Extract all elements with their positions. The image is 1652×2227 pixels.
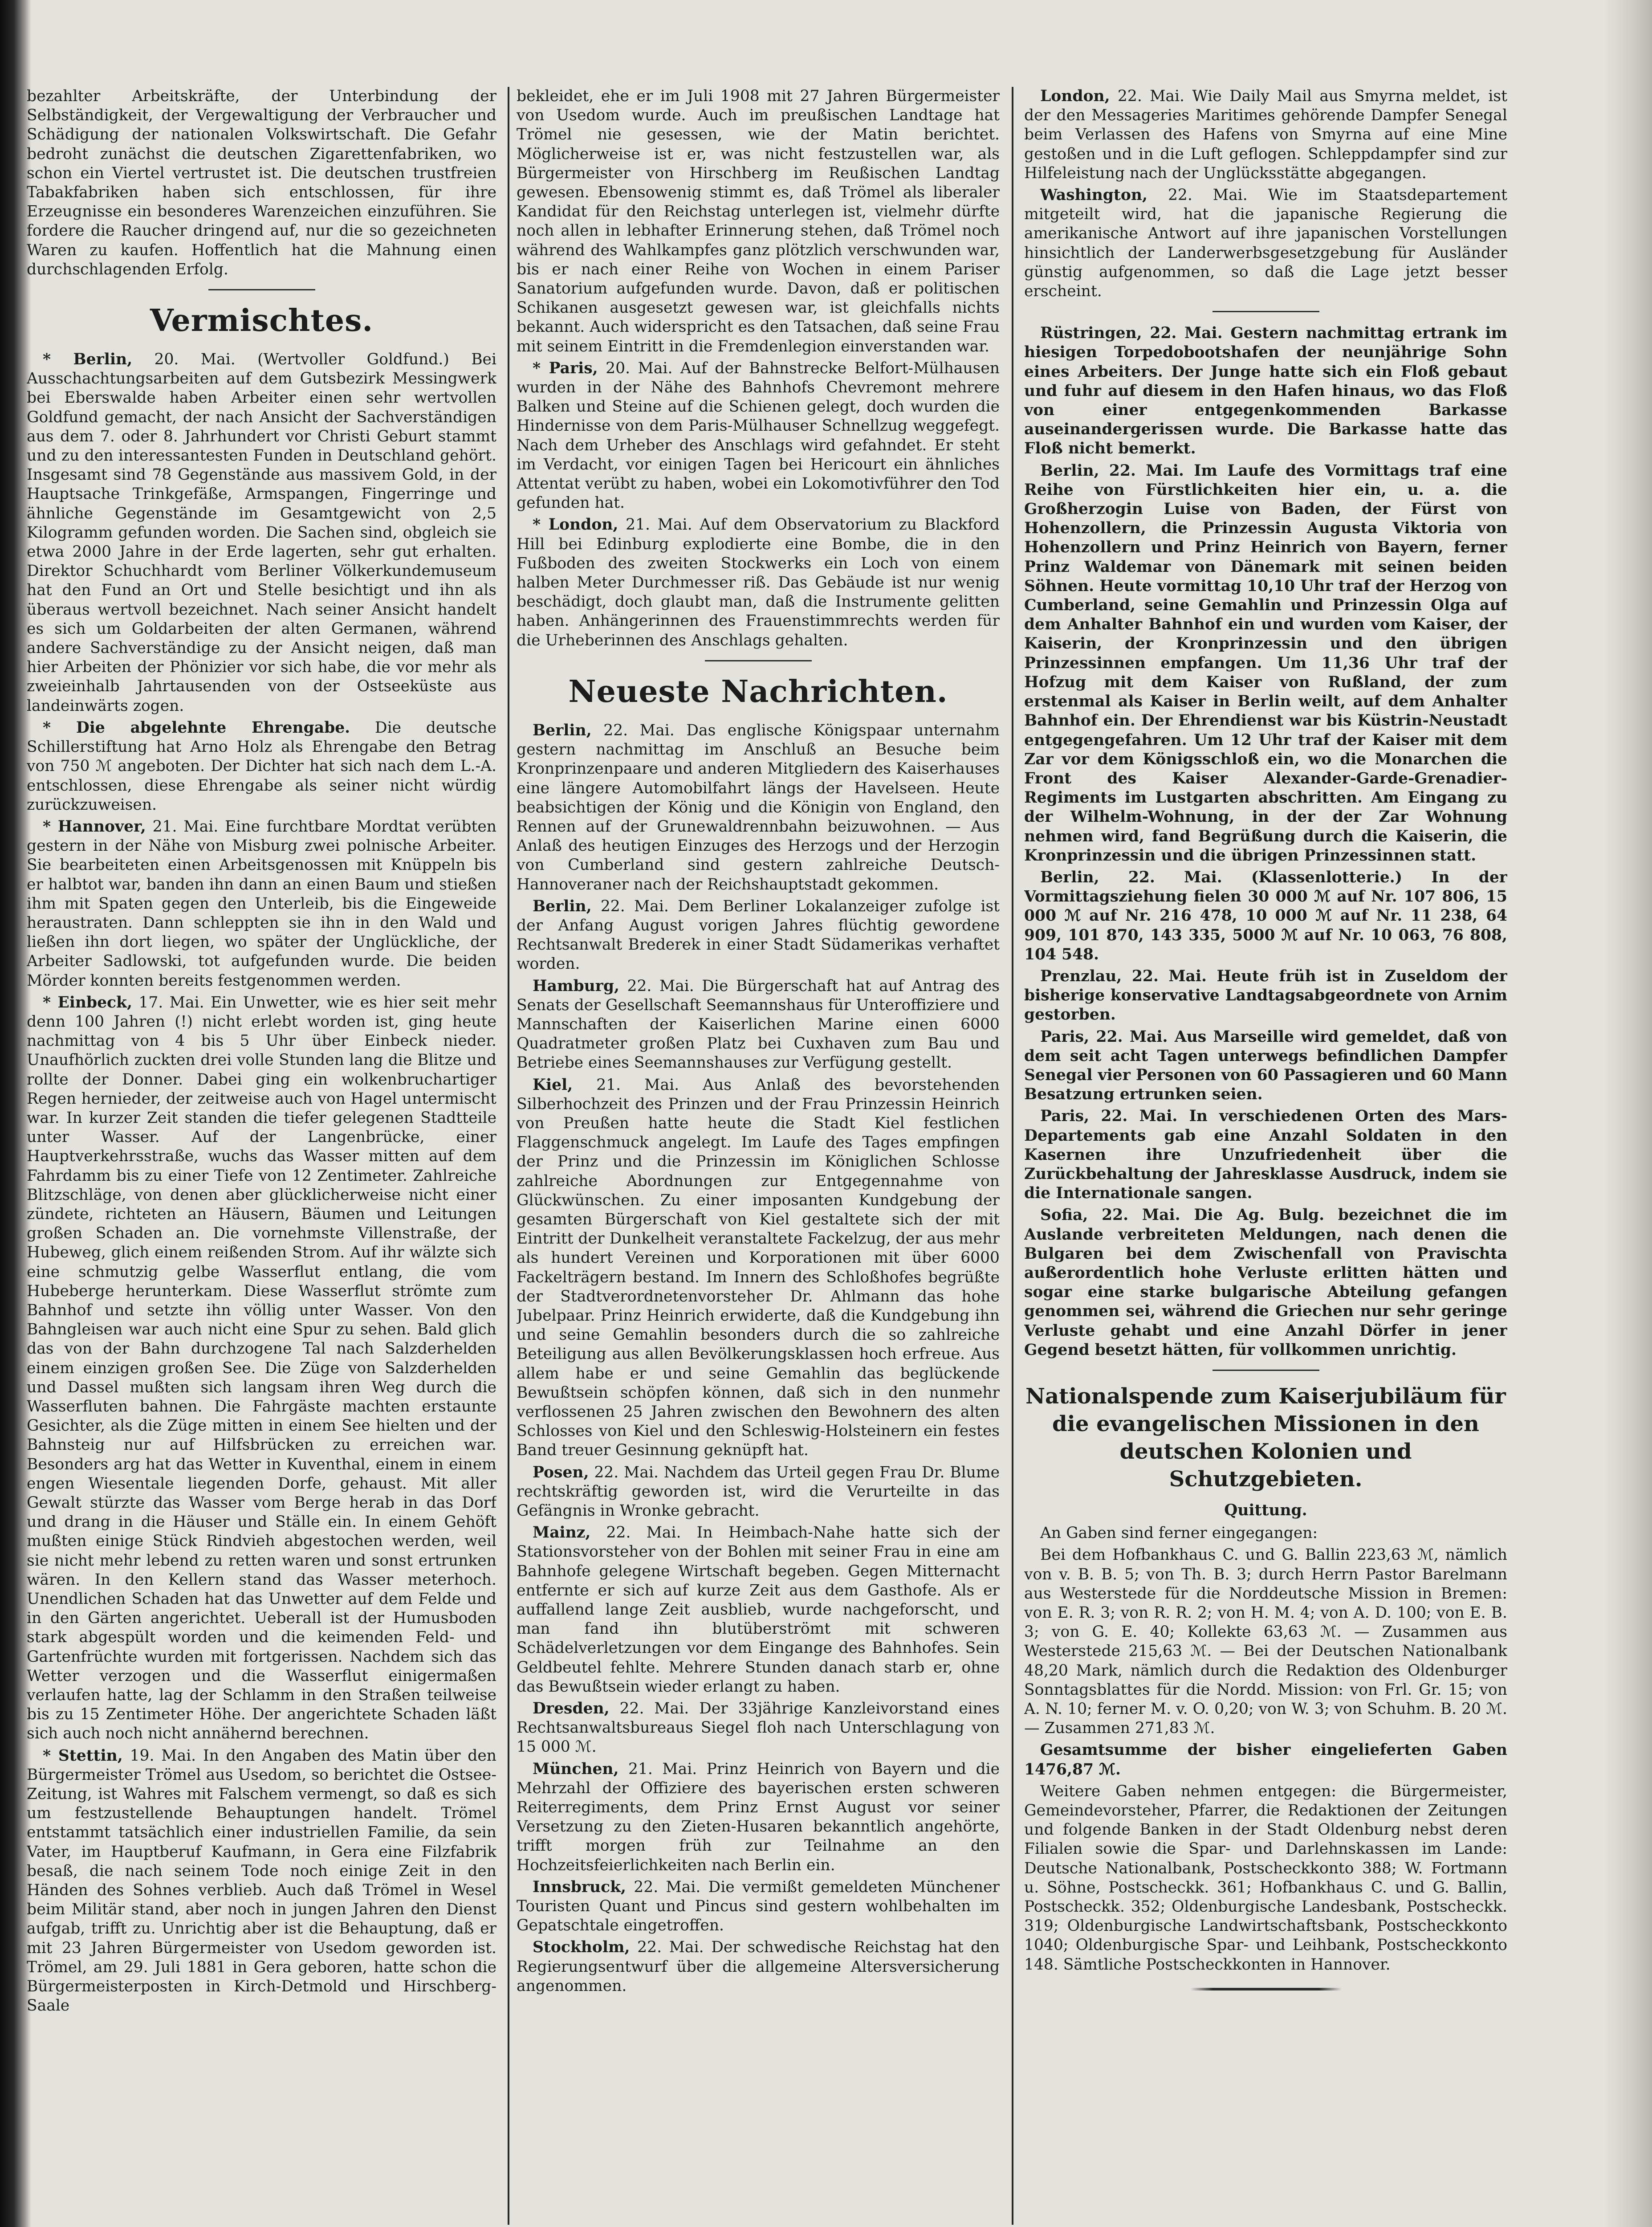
section-title-neueste-nachrichten: Neueste Nachrichten. — [568, 673, 948, 710]
item-lead: * Paris, — [533, 359, 598, 377]
item-text: 22. Mai. Die vermißt gemeldeten Münchener Touristen Quant und Pincus sind gestern wohlbehalten im Gepatschtale eingetroffen. — [517, 1878, 1000, 1935]
telegram-item — [1024, 1028, 1507, 1105]
telegram-item — [1024, 1107, 1507, 1203]
item-text: 22. Mai. Wie Daily Mail aus Smyrna meldet, ist der den Messageries Maritimes gehörende Dampfer Senegal beim Verlassen des Hafens von Smyrna auf eine Mine gestoßen und in die Luft geflogen. Schleppdampfer sind zur Hilfeleistung nach der Unglücksstätte abgegangen. — [1024, 87, 1507, 182]
item-lead: London, — [1040, 87, 1110, 105]
item-text: 22. Mai. Heute früh ist in Zuseldom der bisherige konservative Landtagsabgeordnete von Arnim gestorben. — [1024, 967, 1507, 1024]
telegram-item — [1024, 461, 1507, 865]
item-lead: * Einbeck, — [43, 993, 132, 1012]
item-lead: * Stettin, — [43, 1746, 123, 1765]
news-item — [517, 1523, 1000, 1697]
item-text: 22. Mai. Die Bürgerschaft hat auf Antrag des Senats der Gesellschaft Seemannshaus für Unteroffiziere und Mannschaften der Kaiserlichen Marine einen 6000 Quadratmeter großen Platz bei Cuxhaven zum Bau und Betriebe eines Seemannshauses zur Verfügung gestellt. — [517, 977, 1000, 1072]
news-item — [517, 1699, 1000, 1757]
article-continuation: bezahlter Arbeitskräfte, der Unterbindung der Selbständigkeit, der Vergewaltigung der Verbraucher und Schädigung der nationalen Volkswirtschaft. Die Gefahr bedroht zunächst die deutschen Zigarettenfabriken, wo schon ein Viertel vertrustet ist. Die deutschen trustfreien Tabakfabriken haben sich entschlossen, für ihre Erzeugnisse ein besonderes Warenzeichen einzuführen. Sie fordere die Raucher dringend auf, nur die so gezeichneten Waren zu kaufen. Hoffentlich hat die Mahnung einen durchschlagenden Erfolg. — [27, 87, 496, 278]
column-rule — [1012, 87, 1013, 2225]
item-lead: * Berlin, — [43, 351, 133, 369]
item-lead: Kiel, — [533, 1076, 573, 1094]
item-lead: Berlin, — [533, 721, 592, 739]
item-text: 22. Mai. (Klassenlotterie.) In der Vormittagsziehung fielen 30 000 ℳ auf Nr. 107 806, 15 000 ℳ auf Nr. 216 478, 10 000 ℳ auf Nr. 11 238, 64 909, 101 870, 143 335, 5000 ℳ auf Nr. 10 063, 76 808, 104 548. — [1024, 868, 1507, 963]
column-rule — [508, 87, 509, 2225]
item-text: 22. Mai. In verschiedenen Orten des Mars-Departements gab eine Anzahl Soldaten in den Kasernen ihre Unzufriedenheit über die Zurückbehaltung der Jahresklasse Ausdruck, indem sie die Internationale sangen. — [1024, 1107, 1507, 1203]
item-text: 22. Mai. Im Laufe des Vormittags traf eine Reihe von Fürstlichkeiten hier ein, u. a. die Großherzogin Luise von Baden, der Fürst von Hohenzollern, die Prinzessin Augusta Viktoria von Hohenzollern und Prinz Heinrich von Bayern, ferner Prinz Waldemar von Dänemark mit seinen beiden Söhnen. Heute vormittag 10,10 Uhr traf der Herzog von Cumberland, seine Gemahlin und Prinzessin Olga auf dem Anhalter Bahnhof ein und wurden vom Kaiser, der Kaiserin, der Kronprinzessin und den übrigen Prinzessinnen empfangen. Um 11,36 Uhr traf der Hofzug mit dem Kaiser von Rußland, der zum erstenmal als Kaiser in Berlin weilt, auf dem Anhalter Bahnhof ein. Der Ehrendienst war bis Küstrin-Neustadt entgegengefahren. Um 12 Uhr traf der Kaiser mit dem Zar vor dem Königsschloß ein, wo die Monarchen die Front des Kaiser Alexander-Garde-Grenadier-Regiments im Lustgarten abschritten. Am Eingang zu der Wilhelm-Wohnung, in der der Zar Wohnung nehmen wird, fand Begrüßung durch die Kaiserin, die Kronprinzessin und die übrigen Prinzessinnen statt. — [1024, 461, 1507, 865]
separator-rule — [208, 289, 315, 290]
item-text: 22. Mai. In Heimbach-Nahe hatte sich der Stationsvorsteher von der Bohlen mit seiner Frau in eine am Bahnhofe gelegene Wirtschaft begeben. Gegen Mitternacht entfernte er sich auf kurze Zeit aus dem Gasthofe. Als er auffallend lange Zeit ausblieb, wurde nachgeforscht, und man fand ihn blutüberströmt mit schweren Schädelverletzungen vor dem Eingange des Bahnhofes. Sein Geldbeutel fehlte. Mehrere Stunden danach starb er, ohne das Bewußtsein wieder erlangt zu haben. — [517, 1524, 1000, 1696]
separator-rule — [1213, 1370, 1319, 1371]
column-1 — [27, 87, 496, 2227]
news-item — [517, 977, 1000, 1073]
item-lead: Rüstringen, — [1040, 324, 1142, 343]
item-text: 22. Mai. Nachdem das Urteil gegen Frau Dr. Blume rechtskräftig geworden ist, wird die Verurteilte in das Gefängnis in Wronke gebracht. — [517, 1463, 1000, 1520]
telegram-item — [1024, 324, 1507, 458]
column-2 — [517, 87, 1000, 2227]
item-text: 20. Mai. Auf der Bahnstrecke Belfort-Mülhausen wurden in der Nähe des Bahnhofs Chevremont mehrere Balken und Steine auf die Schienen gelegt, doch wurden die Hindernisse von dem Paris-Mülhauser Schnellzug weggefegt. Nach dem Urheber des Anschlags wird gefahndet. Er steht im Verdacht, vor einigen Tagen bei Hericourt ein ähnliches Attentat verübt zu haben, wobei ein Lokomotivführer den Tod gefunden hat. — [517, 359, 1000, 512]
item-lead: München, — [533, 1760, 619, 1778]
item-text: 22. Mai. Wie im Staatsdepartement mitgeteilt wird, hat die japanische Regierung die amerikanische Antwort auf ihre japanischen Vorstellungen hinsichtlich der Landerwerbsgesetzgebung für Ausländer günstig aufgenommen, so daß die Lage jetzt besser erscheint. — [1024, 186, 1507, 301]
receipt-total: Gesamtsumme der bisher eingelieferten Gaben 1476,87 ℳ. — [1024, 1741, 1507, 1778]
item-text: 21. Mai. Prinz Heinrich von Bayern und die Mehrzahl der Offiziere des bayerischen ersten schweren Reiterregiments, dem Prinz Ernst August vor seiner Versetzung zu den Zieten-Husaren bekanntlich angehörte, trifft morgen früh zur Teilnahme an den Hochzeitsfeierlichkeiten nach Berlin ein. — [517, 1760, 1000, 1874]
news-item — [27, 993, 496, 1744]
item-text: 22. Mai. Der schwedische Reichstag hat den Regierungsentwurf über die allgemeine Altersversicherung angenommen. — [517, 1938, 1000, 1995]
item-text: 21. Mai. Eine furchtbare Mordtat verübten gestern in der Nähe von Misburg zwei polnische Arbeiter. Sie bearbeiteten einen Arbeitsgenossen mit Knüppeln bis er halbtot war, banden ihn dann an einen Baum und stießen ihm mit Spaten gegen den Unterleib, bis die Eingeweide heraustraten. Dann schleppten sie ihn in den Wald und ließen ihn dort liegen, wo später der Unglückliche, der Arbeiter Sadlowski, tot aufgefunden wurde. Die beiden Mörder konnten bereits festgenommen werden. — [27, 817, 496, 990]
item-lead: Hamburg, — [533, 977, 619, 995]
news-item — [517, 1878, 1000, 1936]
item-lead: Paris, — [1040, 1107, 1090, 1126]
news-item — [517, 359, 1000, 513]
news-item — [517, 1076, 1000, 1460]
item-lead: Washington, — [1040, 186, 1147, 204]
item-lead: Sofia, — [1040, 1206, 1088, 1224]
item-text: 21. Mai. Auf dem Observatorium zu Blackford Hill bei Edinburg explodierte eine Bombe, die in den Fußboden des zweiten Stockwerks ein Loch von einem halben Meter Durchmesser riß. Das Gebäude ist nur wenig beschädigt, doch glaubt man, daß die Instrumente gelitten haben. Anhängerinnen des Frauenstimmrechts werden für die Urheberinnen des Anschlags gehalten. — [517, 516, 1000, 649]
item-text: 22. Mai. Die Ag. Bulg. bezeichnet die im Auslande verbreiteten Meldungen, nach denen die Bulgaren bei dem Zwischenfall von Pravischta außerordentlich hohe Verluste erlitten hätten und sogar eine starke bulgarische Abteilung gefangen genommen sei, während die Griechen nur sehr geringe Verluste gehabt und eine Anzahl Dörfer in jener Gegend besetzt hätten, für vollkommen unrichtig. — [1024, 1206, 1507, 1359]
page-edge-shadow — [1603, 0, 1652, 2227]
item-text: 22. Mai. Dem Berliner Lokalanzeiger zufolge ist der Anfang August vorigen Jahres flüchtig gewordene Rechtsanwalt Brederek in einer Stadt Südamerikas verhaftet worden. — [517, 897, 1000, 973]
item-text: 21. Mai. Aus Anlaß des bevorstehenden Silberhochzeit des Prinzen und der Frau Prinzessin Heinrich von Preußen hatte heute die Stadt Kiel festlichen Flaggenschmuck angelegt. Im Laufe des Tages empfingen der Prinz und die Prinzessin im Königlichen Schlosse zahlreiche Abordnungen zur Entgegennahme von Glückwünschen. Zu einer imposanten Kundgebung der gesamten Bürgerschaft von Kiel gestaltete sich der mit Eintritt der Dunkelheit veranstaltete Fackelzug, der aus mehr als hundert Vereinen und Korporationen mit über 6000 Fackelträgern bestand. Im Innern des Schloßhofes begrüßte der Stadtverordnetenvorsteher Dr. Ahlmann das hohe Jubelpaar. Prinz Heinrich erwiderte, daß die Kundgebung ihn und seine Gemahlin besonders durch die so zahlreiche Beteiligung aus allen Bevölkerungsklassen hoch erfreue. Aus allem habe er und seine Gemahlin das beglückende Bewußtsein schöpfen können, daß sich in den nunmehr verflossenen 25 Jahren zwischen den Bewohnern des alten Schlosses von Kiel und den Schleswig-Holsteinern ein festes Band treuer Gesinnung geknüpft hat. — [517, 1076, 1000, 1460]
item-lead: Dresden, — [533, 1700, 610, 1718]
item-text: 17. Mai. Ein Unwetter, wie es hier seit mehr denn 100 Jahren (!) nicht erlebt worden ist, ging heute nachmittag von 4 bis 5 Uhr über Einbeck nieder. Unaufhörlich zuckten drei volle Stunden lang die Blitze und rollte der Donner. Dabei ging ein wolkenbruchartiger Regen hernieder, der zeitweise auch von Hagel untermischt war. In kurzer Zeit standen die tiefer gelegenen Stadtteile unter Wasser. Auf der Langenbrücke, einer Hauptverkehrsstraße, wuchs das Wasser mitten auf dem Fahrdamm bis zu einer Tiefe von 12 Zentimeter. Zahlreiche Blitzschläge, von denen aber glücklicherweise nicht einer zündete, richteten an Häusern, Bäumen und Leitungen großen Schaden an. Die vornehmste Villenstraße, der Hubeweg, glich einem reißenden Strom. Auf ihr wälzte sich eine schmutzig gelbe Wasserflut entlang, die vom Hubeberge herunterkam. Diese Wasserflut strömte zum Bahnhof und setzte ihn völlig unter Wasser. Von den Bahngleisen war auch nicht eine Spur zu sehen. Bald glich das von der Bahn durchzogene Tal nach Salzderhelden einem einzigen großen See. Die Züge von Salzderhelden und Dassel mußten sich langsam ihren Weg durch die Wasserfluten bahnen. Die Fahrgäste machten erstaunte Gesichter, als die Züge mitten in einem See hielten und der Bahnsteig nur auf Hilfsbrücken zu erreichen war. Besonders arg hat das Wetter in Kuventhal, einem in einem engen Wiesentale liegenden Dorfe, gehaust. Mit aller Gewalt stürzte das Wasser vom Berge herab in das Dorf und drang in die Häuser und Ställe ein. In einem Gehöft mußten einige Stück Rindvieh abgestochen werden, weil sie nicht mehr lebend zu retten waren und sonst ertrunken wären. In den Kellern stand das Wasser meterhoch. Unendlichen Schaden hat das Unwetter auf dem Felde und in den Gärten angerichtet. Ueberall ist der Humusboden stark abgespült worden und die keimenden Feld- und Gartenfrüchte wurden mit fortgerissen. Nachdem sich das Wetter verzogen und die Wasserflut einigermaßen verlaufen hatte, lag der Schlamm in den Straßen teilweise bis zu 15 Zentimeter Höhe. Der angerichtete Schaden läßt sich auch noch nicht annähernd berechnen. — [27, 993, 496, 1743]
news-item — [27, 718, 496, 815]
news-item — [517, 1938, 1000, 1996]
appeal-title: Nationalspende zum Kaiserjubiläum für die evangelischen Missionen in den deutschen Kolonien und Schutzgebieten. — [1025, 1384, 1506, 1492]
receipt-text: An Gaben sind ferner eingegangen: — [1040, 1524, 1318, 1542]
receipt-text: Weitere Gaben nehmen entgegen: die Bürgermeister, Gemeindevorsteher, Pfarrer, die Redaktionen der Zeitungen und folgende Banken in der Stadt Oldenburg nebst deren Filialen sowie die Spar- und Darlehnskassen im Lande: Deutsche Nationalbank, Postscheckkonto 388; W. Fortmann u. Söhne, Postscheckk. 361; Hofbankhaus C. und G. Ballin, Postscheckk. 352; Oldenburgische Landesbank, Postscheckk. 319; Oldenburgische Landwirtschaftsbank, Postscheckkonto 1040; Oldenburgische Spar- und Leihbank, Postscheckkonto 148. Sämtliche Postscheckkonten in Hannover. — [1024, 1782, 1507, 1974]
item-lead: Prenzlau, — [1040, 967, 1122, 985]
item-text: 20. Mai. (Wertvoller Goldfund.) Bei Ausschachtungsarbeiten auf dem Gutsbezirk Messingwerk bei Eberswalde haben Arbeiter einen sehr wertvollen Goldfund gemacht, der nach Ansicht der Sachverständigen aus dem 7. oder 8. Jahrhundert vor Christi Geburt stammt und zu den interessantesten Funden in Deutschland gehört. Insgesamt sind 78 Gegenstände aus massivem Gold, in der Hauptsache Trinkgefäße, Armspangen, Fingerringe und ähnliche Gegenstände im Gesamtgewicht von 2,5 Kilogramm gefunden worden. Die Sachen sind, obgleich sie etwa 2000 Jahre in der Erde lagerten, sehr gut erhalten. Direktor Schuchhardt vom Berliner Völkerkundemuseum hat den Fund an Ort und Stelle besichtigt und ihn als überaus wertvoll bezeichnet. Nach seiner Ansicht handelt es sich um Goldarbeiten der alten Germanen, während andere Sachverständige zu der Ansicht neigen, daß man hier Arbeiten der Phönizier vor sich habe, die vor mehr als zweieinhalb Jahrtausenden von der Ostseeküste aus landeinwärts zogen. — [27, 351, 496, 715]
item-text: Die deutsche Schillerstiftung hat Arno Holz als Ehrengabe den Betrag von 750 ℳ angeboten. Der Dichter hat sich nach dem L.-A. entschlossen, diese Ehrengabe als seiner nicht würdig zurückzuweisen. — [27, 718, 496, 814]
news-item — [27, 350, 496, 716]
item-lead: Stockholm, — [533, 1938, 630, 1957]
news-item — [27, 1746, 496, 2016]
item-lead: Paris, — [1040, 1028, 1090, 1046]
item-text: 22. Mai. Aus Marseille wird gemeldet, daß von dem seit acht Tagen unterwegs befindlichen Dampfer Senegal vier Personen von 60 Passagieren und 60 Mann Besatzung ertrunken seien. — [1024, 1028, 1507, 1104]
item-lead: Berlin, — [1040, 461, 1099, 480]
item-lead: Berlin, — [1040, 868, 1099, 886]
telegram-item — [1024, 1206, 1507, 1360]
item-text: 19. Mai. In den Angaben des Matin über den Bürgermeister Trömel aus Usedom, so berichtet die Ostsee-Zeitung, ist Wahres mit Falschem vermengt, so daß es sich um festzustellende Behauptungen handelt. Trömel entstammt tatsächlich einer industriellen Familie, da sein Vater, im Hauptberuf Kaufmann, in Gera eine Filzfabrik besaß, die nach seinem Tode noch einige Zeit in den Händen des Sohnes verblieb. Auch daß Trömel in Wesel beim Militär stand, aber noch in jungen Jahren den Dienst aufgab, trifft zu. Unrichtig aber ist die Behauptung, daß er mit 23 Jahren Bürgermeister von Usedom geworden ist. Trömel, am 29. Juli 1881 in Gera geboren, hatte schon die Bürgermeisterposten in Kirch-Detmold und Hirschberg-Saale — [27, 1746, 496, 2015]
receipt-text: Bei dem Hofbankhaus C. und G. Ballin 223,63 ℳ, nämlich von v. B. B. 5; von Th. B. 3; durch Herrn Pastor Barelmann aus Westerstede für die Norddeutsche Mission in Bremen: von E. R. 3; von R. R. 2; von H. M. 4; von A. D. 100; von E. B. 3; von G. E. 40; Kollekte 63,63 ℳ. — Zusammen aus Westerstede 215,63 ℳ. — Bei der Deutschen Nationalbank 48,20 Mark, nämlich durch die Redaktion des Oldenburger Sonntagsblattes für die Nordd. Mission: von Frl. Gr. 15; von A. N. 10; ferner M. v. O. 0,20; von W. 3; von Schuhm. B. 20 ℳ. — Zusammen 271,83 ℳ. — [1024, 1546, 1507, 1738]
receipt-heading: Quittung. — [1224, 1501, 1307, 1519]
end-ornament-rule — [1190, 1988, 1342, 1990]
news-item — [517, 897, 1000, 974]
column-3 — [1024, 87, 1507, 2227]
item-lead: Posen, — [533, 1463, 589, 1481]
telegram-item — [1024, 868, 1507, 964]
telegram-item — [1024, 967, 1507, 1025]
item-text: 22. Mai. Das englische Königspaar unternahm gestern nachmittag im Anschluß an Besuche beim Kronprinzenpaare und anderen Mitgliedern des Kaiserhauses eine längere Automobilfahrt längs der Havelseen. Heute beabsichtigen der König und die Königin von England, den Rennen auf der Grunewaldrennbahn beizuwohnen. — Aus Anlaß des heutigen Einzuges des Herzogs und der Herzogin von Cumberland sind gestern zahlreiche Deutsch-Hannoveraner nach der Reichshauptstadt gekommen. — [517, 721, 1000, 893]
news-item — [517, 515, 1000, 650]
news-item — [1024, 186, 1507, 301]
item-lead: * Hannover, — [43, 817, 146, 836]
news-item — [517, 1463, 1000, 1521]
item-text: 22. Mai. Gestern nachmittag ertrank im hiesigen Torpedobootshafen der neunjährige Sohn eines Arbeiters. Der Junge hatte sich ein Floß gebaut und fuhr auf diesem in den Hafen hinaus, wo das Floß von einer entgegenkommenden Barkasse auseinandergerissen wurde. Die Barkasse hatte das Floß nicht bemerkt. — [1024, 324, 1507, 458]
news-item — [27, 817, 496, 991]
section-title-vermischtes: Vermischtes. — [150, 303, 374, 339]
item-lead: Berlin, — [533, 897, 592, 915]
item-lead: Innsbruck, — [533, 1878, 627, 1896]
separator-rule — [705, 660, 812, 661]
news-item — [517, 1760, 1000, 1875]
item-lead: * London, — [533, 516, 618, 534]
item-lead: Mainz, — [533, 1524, 591, 1542]
article-continuation: bekleidet, ehe er im Juli 1908 mit 27 Jahren Bürgermeister von Usedom wurde. Auch im preußischen Landtage hat Trömel nie gesessen, wie der Matin berichtet. Möglicherweise ist er, was nicht festzustellen war, als Bürgermeister von Hirschberg im Reußischen Landtag gewesen. Ebensowenig stimmt es, daß Trömel als liberaler Kandidat für den Reichstag unterlegen ist, vielmehr dürfte noch allen in lebhafter Erinnerung stehen, daß Trömel noch während des Wahlkampfes ganz plötzlich verschwunden war, bis er nach einer Reihe von Wochen in einem Pariser Sanatorium aufgefunden wurde. Davon, daß er politischen Schikanen ausgesetzt gewesen war, ist gleichfalls nichts bekannt. Auch widerspricht es den Tatsachen, daß seine Frau mit seinem Eintritt in die Fremdenlegion einverstanden war. — [517, 87, 1000, 355]
news-item — [1024, 87, 1507, 183]
separator-rule — [1213, 311, 1319, 312]
item-lead: * Die abgelehnte Ehrengabe. — [43, 718, 350, 737]
news-item — [517, 721, 1000, 894]
item-text: 22. Mai. Der 33jährige Kanzleivorstand eines Rechtsanwaltsbureaus Siegel floh nach Unterschlagung von 15 000 ℳ. — [517, 1700, 1000, 1756]
